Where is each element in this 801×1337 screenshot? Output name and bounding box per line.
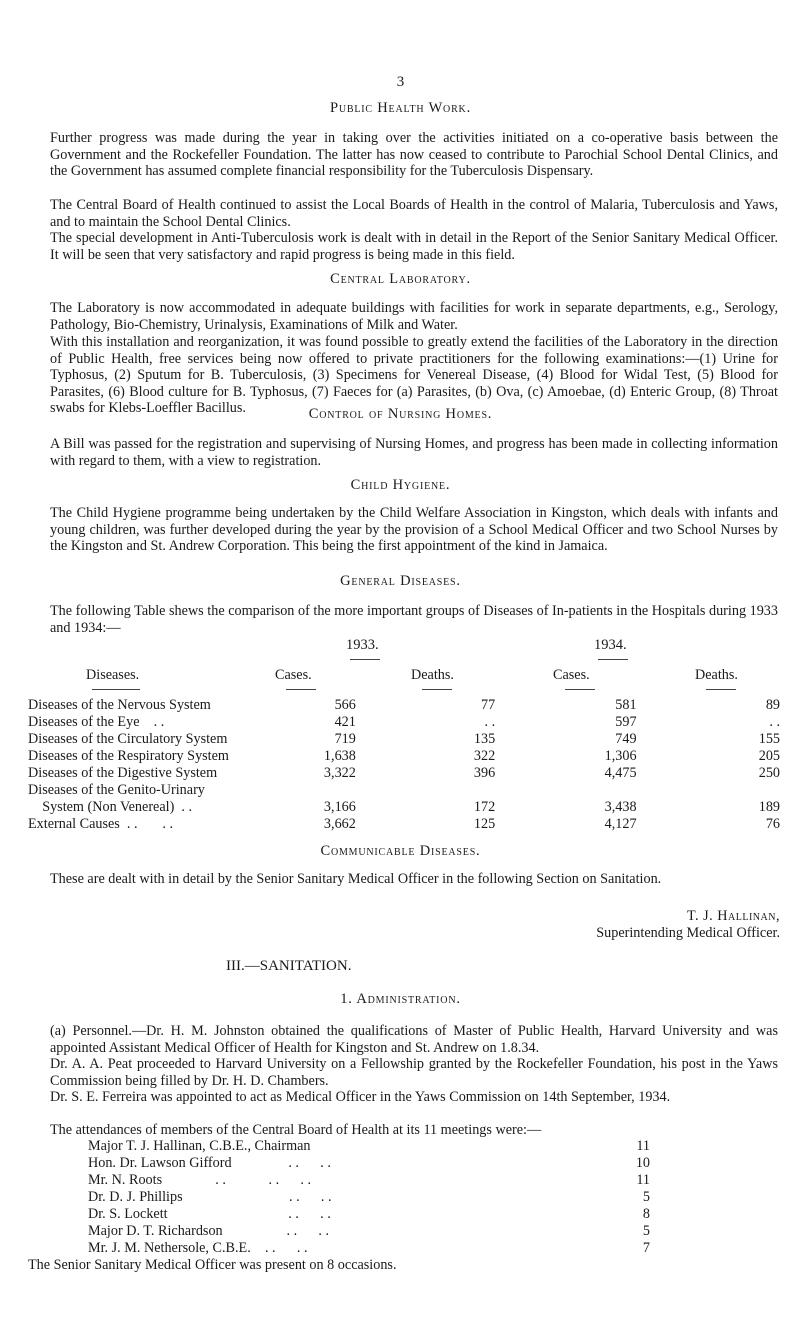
table-cell: 155 xyxy=(758,731,780,747)
paragraph-text: Dr. S. E. Ferreira was appointed to act as Medical Officer in the Yaws Commission on 14th September, 1934. xyxy=(50,1089,671,1105)
table-cell: 597 xyxy=(615,714,637,730)
table-cell: 322 xyxy=(473,748,496,764)
attendee-count: 11 xyxy=(636,1138,650,1154)
header-cases-1934: Cases. xyxy=(553,667,590,683)
signature-title: Superintending Medical Officer. xyxy=(596,925,780,941)
heading-general-diseases: General Diseases. xyxy=(340,573,461,589)
paragraph-public-health-3 xyxy=(28,230,778,263)
paragraph-text: The Central Board of Health continued to assist the Local Boards of Health in the control of Malaria, Tuberculosis and Yaws, and to maintain the School Dental Clinics. xyxy=(50,197,778,230)
header-underline xyxy=(422,689,452,690)
attendee-name: Dr. S. Lockett . . . . xyxy=(88,1206,331,1222)
attendee-count: 11 xyxy=(636,1172,650,1188)
table-cell: 421 xyxy=(334,714,356,730)
paragraph-public-health-1 xyxy=(28,130,778,180)
attendee-name: Major T. J. Hallinan, C.B.E., Chairman xyxy=(88,1138,311,1154)
attendee-count: 5 xyxy=(642,1189,650,1205)
table-cell: 135 xyxy=(473,731,496,747)
heading-communicable-diseases: Communicable Diseases. xyxy=(320,843,481,859)
attendee-name: Dr. D. J. Phillips . . . . xyxy=(88,1189,332,1205)
header-underline xyxy=(565,689,595,690)
table-cell: 3,438 xyxy=(604,799,637,815)
table-cell: 719 xyxy=(334,731,356,747)
table-cell: 125 xyxy=(473,816,496,832)
paragraph-laboratory-2 xyxy=(28,334,778,417)
table-cell: Diseases of the Respiratory System xyxy=(28,748,229,764)
table-cell: External Causes . . . . xyxy=(28,816,173,832)
table-cell: 749 xyxy=(615,731,637,747)
attendee-count: 7 xyxy=(642,1240,650,1256)
table-cell: 1,638 xyxy=(323,748,356,764)
paragraph-public-health-2 xyxy=(28,197,778,230)
header-underline xyxy=(92,689,140,690)
table-cell: 4,475 xyxy=(604,765,637,781)
paragraph-text: Further progress was made during the year in taking over the activities initiated on a co-operative basis between the Government and the Rockefeller Foundation. The latter has now ceased to contribute to Parochial School Dental Clinics, and the Government has assumed complete financial responsibility for the Tuberculosis Dispensary. xyxy=(50,130,778,180)
table-row xyxy=(28,799,780,816)
table-cell: 396 xyxy=(473,765,496,781)
paragraph-text: The special development in Anti-Tuberculosis work is dealt with in detail in the Report of the Senior Sanitary Medical Officer. It will be seen that very satisfactory and rapid progress is being made in this field. xyxy=(50,230,778,263)
table-cell: 205 xyxy=(758,748,780,764)
table-row xyxy=(28,731,780,748)
heading-nursing-homes: Control of Nursing Homes. xyxy=(308,406,493,422)
paragraph-general-diseases xyxy=(28,603,778,636)
attendee-name: Major D. T. Richardson . . . . xyxy=(88,1223,330,1239)
header-deaths-1933: Deaths. xyxy=(411,667,454,683)
paragraph-text: A Bill was passed for the registration and supervising of Nursing Homes, and progress has been made in collecting information with regard to them, with a view to registration. xyxy=(50,436,778,469)
table-cell xyxy=(296,782,355,799)
paragraph-text: The attendances of members of the Central Board of Health at its 11 meetings were:— xyxy=(50,1122,542,1138)
table-row xyxy=(28,697,780,714)
header-underline xyxy=(706,689,736,690)
paragraph-nursing-homes xyxy=(28,436,778,469)
table-cell: System (Non Venereal) . . xyxy=(28,799,193,815)
table-cell: 250 xyxy=(758,765,780,781)
paragraph-text: These are dealt with in detail by the Senior Sanitary Medical Officer in the following Section on Sanitation. xyxy=(50,871,662,887)
table-row xyxy=(28,748,780,765)
year-1933: 1933. xyxy=(346,637,379,653)
paragraph-text: With this installation and reorganization, it was found possible to greatly extend the facilities of the Laboratory in the direction of Public Health, free services being now offered to private practitioners for the following examinations:—(1) Urine for Typhosus, (2) Sputum for B. Tuberculosis, (3) Specimens for Venereal Disease, (4) Blood for Widal Test, (5) Blood for Parasites, (6) Blood culture for B. Typhosus, (7) Faeces for (a) Parasites, (b) Ova, (c) Amoebae, (d) Enteric Group, (8) Throat swabs for Klebs-Loeffler Bacillus. xyxy=(50,334,778,417)
year-1934-underline xyxy=(598,659,628,660)
table-cell: 4,127 xyxy=(604,816,637,832)
header-deaths-1934: Deaths. xyxy=(695,667,738,683)
attendee-count: 5 xyxy=(642,1223,650,1239)
table-row xyxy=(28,782,780,799)
paragraph-text: (a) Personnel.—Dr. H. M. Johnston obtained the qualifications of Master of Public Health, Harvard University and was appointed Assistant Medical Officer of Health for Kingston and St. Andrew on 1.8.34. xyxy=(50,1023,778,1056)
heading-sanitation: III.—SANITATION. xyxy=(226,958,352,974)
table-cell: Diseases of the Circulatory System xyxy=(28,731,228,747)
table-cell xyxy=(356,782,495,799)
attendee-count: 10 xyxy=(635,1155,650,1171)
table-cell: . . xyxy=(769,714,780,730)
table-cell: Diseases of the Eye . . xyxy=(28,714,165,730)
table-cell: 77 xyxy=(480,697,496,713)
table-cell xyxy=(495,782,636,799)
paragraph-child-hygiene xyxy=(28,505,778,555)
paragraph-laboratory-1 xyxy=(28,300,778,333)
header-cases-1933: Cases. xyxy=(275,667,312,683)
table-cell: 566 xyxy=(334,697,356,713)
table-cell: 76 xyxy=(765,816,780,832)
table-cell: 172 xyxy=(473,799,496,815)
diseases-table xyxy=(28,697,780,833)
table-cell: 1,306 xyxy=(604,748,637,764)
table-cell: Diseases of the Nervous System xyxy=(28,697,211,713)
attendee-name: Mr. J. M. Nethersole, C.B.E. . . . . xyxy=(88,1240,308,1256)
table-cell: 3,662 xyxy=(323,816,356,832)
attendee-name: Hon. Dr. Lawson Gifford . . . . xyxy=(88,1155,331,1171)
paragraph-text: The Laboratory is now accommodated in adequate buildings with facilities for work in separate departments, e.g., Serology, Pathology, Bio-Chemistry, Urinalysis, Examinations of Milk and Water. xyxy=(50,300,778,333)
table-cell: Diseases of the Digestive System xyxy=(28,765,218,781)
page-number: 3 xyxy=(396,74,405,90)
table-cell: 581 xyxy=(615,697,637,713)
table-cell xyxy=(637,782,780,799)
header-underline xyxy=(286,689,316,690)
table-cell: 89 xyxy=(765,697,780,713)
attendee-count: 8 xyxy=(642,1206,650,1222)
heading-administration: 1. Administration. xyxy=(340,991,461,1007)
paragraph-text: Dr. A. A. Peat proceeded to Harvard University on a Fellowship granted by the Rockefeller Foundation, his post in the Yaws Commission being filled by Dr. H. D. Chambers. xyxy=(50,1056,778,1089)
paragraph-closing: The Senior Sanitary Medical Officer was present on 8 occasions. xyxy=(28,1257,397,1273)
heading-public-health-work: Public Health Work. xyxy=(330,100,471,116)
paragraph-text: The Child Hygiene programme being undertaken by the Child Welfare Association in Kingston, which deals with infants and young children, was further developed during the year by the provision of a School Medical Officer and two School Nurses by the Kingston and St. Andrew Corporation. This being the first appointment of the kind in Jamaica. xyxy=(50,505,778,555)
table-cell: Diseases of the Genito-Urinary xyxy=(28,782,205,798)
table-row xyxy=(28,714,780,731)
table-cell: 3,322 xyxy=(323,765,356,781)
attendee-name: Mr. N. Roots . . . . . . xyxy=(88,1172,312,1188)
heading-child-hygiene: Child Hygiene. xyxy=(350,477,451,493)
paragraph-personnel-1 xyxy=(28,1023,778,1056)
paragraph-text: The following Table shews the comparison of the more important groups of Diseases of In-patients in the Hospitals during 1933 and 1934:— xyxy=(50,603,778,636)
paragraph-communicable xyxy=(28,871,778,888)
table-cell: . . xyxy=(484,714,496,730)
table-cell: 189 xyxy=(758,799,780,815)
header-diseases: Diseases. xyxy=(86,667,140,683)
year-1933-underline xyxy=(350,659,380,660)
signature-name: T. J. Hallinan, xyxy=(686,908,780,924)
heading-central-laboratory: Central Laboratory. xyxy=(330,271,471,287)
paragraph-personnel-2 xyxy=(28,1056,778,1089)
year-1934: 1934. xyxy=(594,637,627,653)
table-row xyxy=(28,816,780,833)
paragraph-personnel-3 xyxy=(28,1089,778,1106)
table-cell: 3,166 xyxy=(323,799,356,815)
table-row xyxy=(28,765,780,782)
paragraph-attendances-intro xyxy=(28,1122,778,1139)
